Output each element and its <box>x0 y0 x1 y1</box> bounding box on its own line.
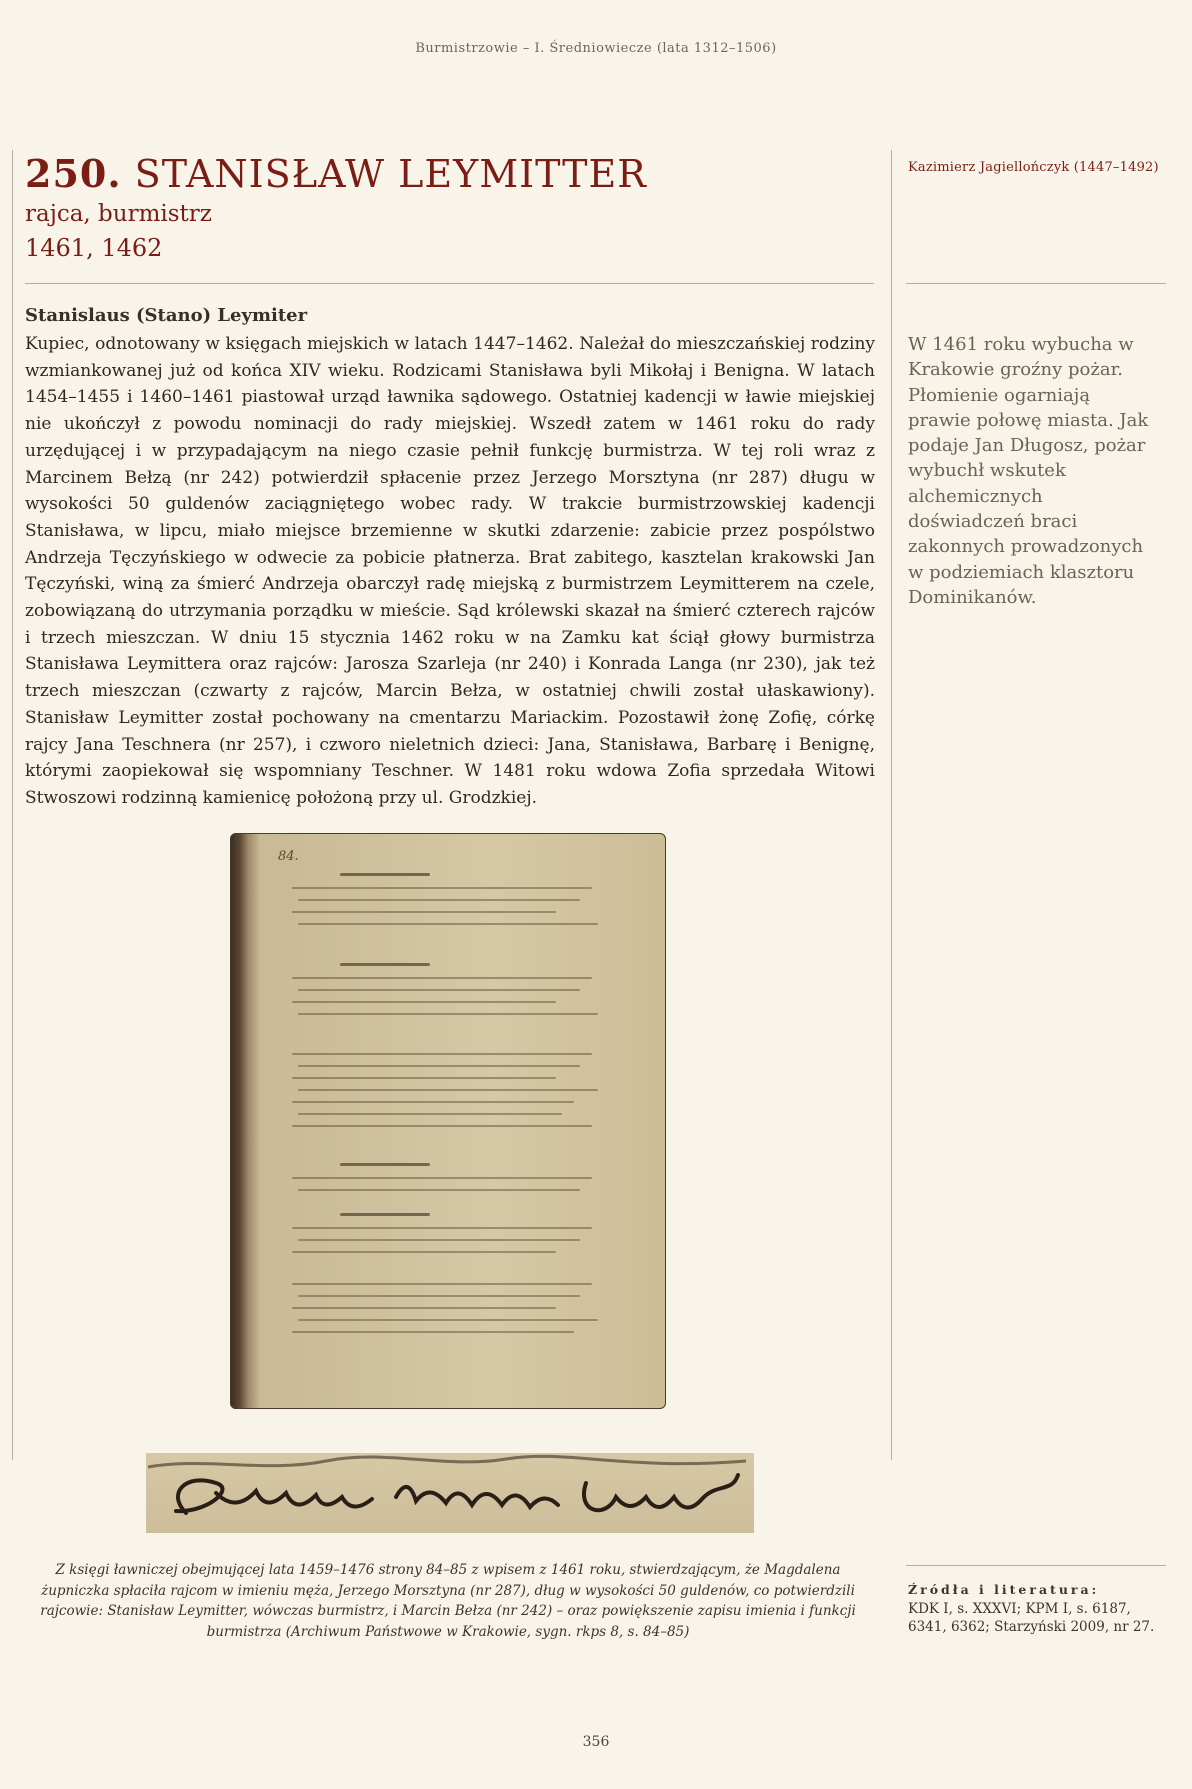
manuscript-text-stroke <box>292 1077 556 1079</box>
sidebar-note: W 1461 roku wybucha w Krakowie groźny pożar. Płomienie ogarniają prawie połowę miasta. Jak podaje Jan Długosz, pożar wybuchł wskutek alchemicznych doświadczeń braci zakonnych prowadzonych w podziemiach klasztoru Dominikanów. <box>908 334 1149 608</box>
manuscript-text-stroke <box>298 1065 580 1067</box>
manuscript-text-stroke <box>292 977 592 979</box>
figure-caption: Z księgi ławniczej obejmującej lata 1459–1476 strony 84–85 z wpisem z 1461 roku, stwierdzającym, że Magdalena żupniczka spłaciła rajcom w imieniu męża, Jerzego Morsztyna (nr 287), dług w wysokości 50 guldenów, co potwierdzili rajcowie: Stanisław Leymitter, wówczas burmistrz, i Marcin Bełza (nr 242) – oraz powiększenie zapisu imienia i funkcji burmistrza (Archiwum Państwowe w Krakowie, sygn. rkps 8, s. 84–85) <box>40 1562 856 1640</box>
page-number: 356 <box>582 1734 610 1750</box>
manuscript-text-stroke <box>292 911 556 913</box>
sources-label: Źródła i literatura: <box>908 1582 1100 1597</box>
left-column-rule <box>12 150 13 1460</box>
manuscript-heading-stroke <box>340 1213 430 1216</box>
sources-divider <box>906 1565 1166 1566</box>
manuscript-text-stroke <box>298 1089 598 1091</box>
manuscript-text-stroke <box>292 887 592 889</box>
manuscript-text-stroke <box>292 1101 574 1103</box>
manuscript-text-stroke <box>292 1283 592 1285</box>
manuscript-text-stroke <box>292 1227 592 1229</box>
manuscript-text-stroke <box>298 1013 598 1015</box>
manuscript-text-stroke <box>292 1177 592 1179</box>
manuscript-text-stroke <box>298 1295 580 1297</box>
manuscript-text-stroke <box>298 899 580 901</box>
column-divider <box>891 150 892 1460</box>
sidebar-reign: Kazimierz Jagiellończyk (1447–1492) <box>908 160 1159 175</box>
main-column <box>25 152 875 812</box>
manuscript-text-stroke <box>298 1319 598 1321</box>
entry-roles: rajca, burmistrz <box>25 201 212 227</box>
sidebar-divider <box>906 283 1166 284</box>
manuscript-text-stroke <box>292 1125 592 1127</box>
sources-block <box>908 1581 1168 1637</box>
manuscript-text-stroke <box>292 1251 556 1253</box>
manuscript-page-number: 84. <box>278 849 299 864</box>
manuscript-heading-stroke <box>340 963 430 966</box>
title-divider <box>25 283 874 284</box>
biography-text: Kupiec, odnotowany w księgach miejskich w latach 1447–1462. Należał do mieszczańskiej rodziny wzmiankowanej już od końca XIV wieku. Rodzicami Stanisława byli Mikołaj i Benigna. W latach 1454–1455 i 1460–1461 piastował urząd ławnika sądowego. Ostatniej kadencji w ławie miejskiej nie ukończył z powodu nominacji do rady miejskiej. Wszedł zatem w 1461 roku do rady urzędującej i w przypadającym na niego czasie pełnił funkcję burmistrza. W tej roli wraz z Marcinem Bełzą (nr 242) potwierdził spłacenie przez Jerzego Morsztyna (nr 287) długu w wysokości 50 guldenów zaciągniętego wobec rady. W trakcie burmistrzowskiej kadencji Stanisława, w lipcu, miało miejsce brzemienne w skutki zdarzenie: zabicie przez pospólstwo Andrzeja Tęczyńskiego w odwecie za pobicie płatnerza. Brat zabitego, kasztelan krakowski Jan Tęczyński, winą za śmierć Andrzeja obarczył radę miejską z burmistrzem Leymitterem na czele, zobowiązaną do utrzymania porządku w mieście. Sąd królewski skazał na śmierć czterech rajców i trzech mieszczan. W dniu 15 stycznia 1462 roku w na Zamku kat ściął głowy burmistrza Stanisława Leymittera oraz rajców: Jarosza Szarleja (nr 240) i Konrada Langa (nr 230), jak też trzech mieszczan (czwarty z rajców, Marcin Bełza, w ostatniej chwili został ułaskawiony). Stanisław Leymitter został pochowany na cmentarzu Mariackim. Pozostawił żonę Zofię, córkę rajcy Jana Teschnera (nr 257), i czworo nieletnich dzieci: Jana, Stanisława, Barbarę i Benignę, którymi zaopiekował się wspomniany Teschner. W 1481 roku wdowa Zofia sprzedała Witowi Stwoszowi rodzinną kamienicę położoną przy ul. Grodzkiej. <box>25 334 875 808</box>
entry-name: STANISŁAW LEYMITTER <box>134 152 647 196</box>
manuscript-text-stroke <box>292 1001 556 1003</box>
entry-years: 1461, 1462 <box>25 234 163 262</box>
manuscript-text-stroke <box>292 1053 592 1055</box>
manuscript-heading-stroke <box>340 873 430 876</box>
manuscript-text-stroke <box>298 989 580 991</box>
signature-detail-image <box>146 1453 754 1533</box>
latin-name: Stanislaus (Stano) Leymiter <box>25 305 308 326</box>
sources-text: KDK I, s. XXXVI; KPM I, s. 6187, 6341, 6362; Starzyński 2009, nr 27. <box>908 1600 1155 1635</box>
manuscript-text-stroke <box>298 1189 580 1191</box>
signature-script-icon <box>146 1453 754 1533</box>
manuscript-text-stroke <box>298 1239 580 1241</box>
manuscript-text-stroke <box>298 923 598 925</box>
entry-number: 250. <box>25 151 122 196</box>
manuscript-text-stroke <box>298 1113 562 1115</box>
manuscript-text-stroke <box>292 1331 574 1333</box>
manuscript-text-stroke <box>292 1307 556 1309</box>
manuscript-heading-stroke <box>340 1163 430 1166</box>
manuscript-page-image <box>230 833 666 1409</box>
entry-title <box>25 152 875 196</box>
running-head: Burmistrzowie – I. Średniowiecze (lata 1312–1506) <box>415 41 777 56</box>
